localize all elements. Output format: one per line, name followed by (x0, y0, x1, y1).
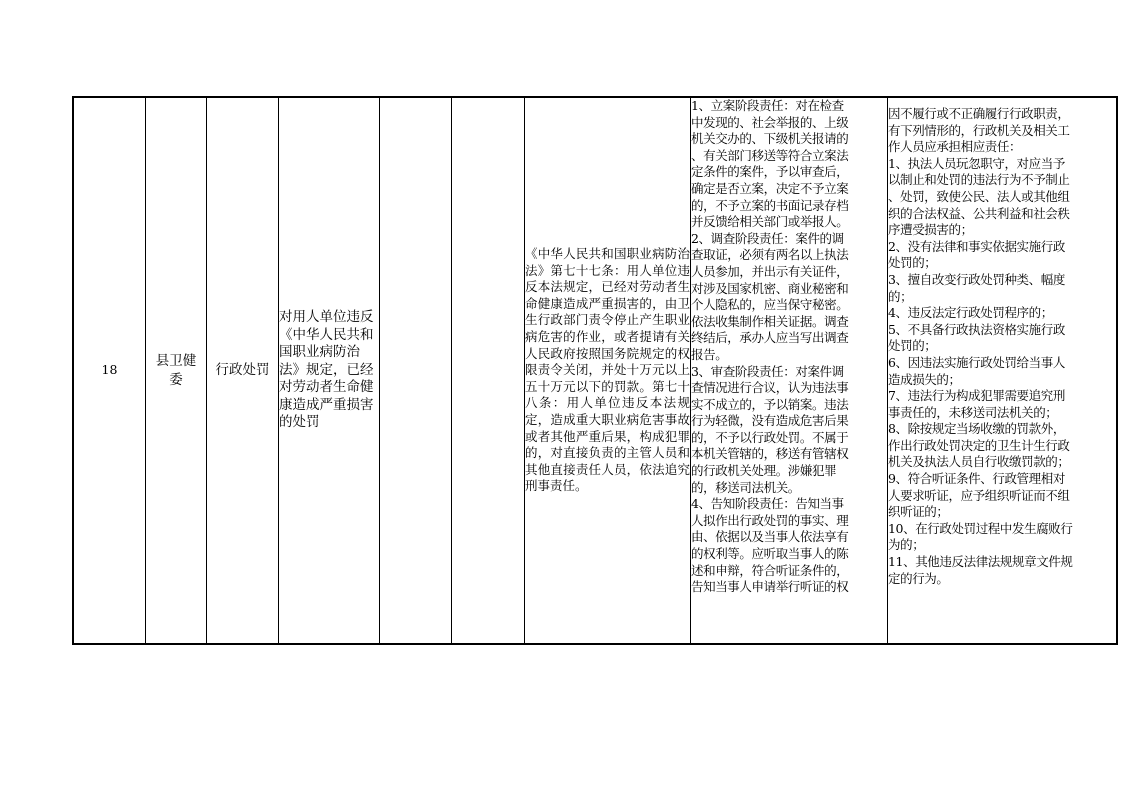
row-number: 18 (101, 362, 118, 378)
accountability-line: 事责任的，未移送司法机关的； (888, 404, 1058, 420)
category-cell (207, 97, 279, 644)
responsibility-line: 查取证，必须有两名以上执法 (691, 247, 849, 263)
responsibility-line: 中发现的、社会举报的、上级 (691, 114, 849, 130)
responsibility-line: 实不成立的，予以销案。违法 (691, 396, 849, 412)
responsibility-line: 依法收集制作相关证据。调查 (691, 313, 849, 329)
responsibility-line: 定条件的案件，予以审查后， (691, 164, 849, 180)
accountability-line: 2、没有法律和事实依据实施行政 (888, 238, 1065, 254)
responsibility-line: 对涉及国家机密、商业秘密和 (691, 280, 849, 296)
accountability-line: 10、在行政处罚过程中发生腐败行 (888, 520, 1073, 536)
responsibility-line: 、有关部门移送等符合立案法 (691, 147, 849, 163)
accountability-line: 、处罚，致使公民、法人或其他组 (888, 188, 1070, 204)
accountability-cell (888, 97, 1118, 644)
responsibility-line: 的行政机关处理。涉嫌犯罪 (691, 463, 837, 479)
department-name: 县卫健委 (155, 352, 197, 388)
accountability-line: 3、擅自改变行政处罚种类、幅度 (888, 271, 1065, 287)
responsibility-line: 终结后，承办人应当写出调查 (691, 330, 849, 346)
accountability-line: 有下列情形的，行政机关及相关工 (888, 122, 1070, 138)
responsibility-line: 个人隐私的，应当保守秘密。 (691, 297, 849, 313)
accountability-line: 处罚的； (888, 338, 937, 354)
responsibility-line: 由、依据以及当事人依法享有 (691, 529, 849, 545)
responsibility-line: 的权利等。应听取当事人的陈 (691, 546, 849, 562)
legal-basis-cell (525, 97, 691, 644)
legal-basis-text: 《中华人民共和国职业病防治法》第七十七条：用人单位违反本法规定，已经对劳动者生命健康造成严重损害的，由卫生行政部门责令停止产生职业病危害的作业，或者提请有关人民政府按照国务院规定的权限责令关闭，并处十万元以上五十万元以下的罚款。第七十八条：用人单位违反本法规定，造成重大职业病危害事故或者其他严重后果，构成犯罪的，对直接负责的主管人员和其他直接责任人员，依法追究刑事责任。 (525, 246, 690, 494)
accountability-line: 4、违反法定行政处罚程序的； (888, 305, 1053, 321)
accountability-line: 9、符合听证条件、行政管理相对 (888, 471, 1065, 487)
accountability-line: 定的行为。 (888, 570, 949, 586)
responsibility-line: 本机关管辖的，移送有管辖权 (691, 446, 849, 462)
accountability-line: 处罚的； (888, 255, 937, 271)
accountability-line: 6、因违法实施行政处罚给当事人 (888, 354, 1065, 370)
accountability-line: 机关及执法人员自行收缴罚款的； (888, 454, 1070, 470)
accountability-line: 7、违法行为构成犯罪需要追究刑 (888, 388, 1065, 404)
accountability-text (888, 98, 1116, 643)
responsibility-line: 人拟作出行政处罚的事实、理 (691, 512, 849, 528)
accountability-line: 织的合法权益、公共利益和社会秩 (888, 205, 1070, 221)
accountability-line: 造成损失的； (888, 371, 961, 387)
accountability-line: 为的； (888, 537, 925, 553)
responsibility-line: 机关交办的、下级机关报请的 (691, 131, 849, 147)
accountability-line: 11、其他违反法律法规规章文件规 (888, 554, 1073, 570)
power-category: 行政处罚 (215, 362, 270, 379)
responsibility-line: 1、立案阶段责任：对在检查 (691, 98, 844, 113)
responsibility-line: 的，不予以行政处罚。不属于 (691, 429, 849, 445)
responsibility-line: 的，不予立案的书面记录存档 (691, 197, 849, 213)
responsibility-line: 行为轻微，没有造成危害后果 (691, 413, 849, 429)
responsibility-cell (691, 97, 888, 644)
responsibility-line: 3、审查阶段责任：对案件调 (691, 363, 844, 379)
power-item-name: 对用人单位违反《中华人民共和国职业病防治法》规定，已经对劳动者生命健康造成严重损害的处罚 (279, 309, 374, 431)
responsibility-line: 4、告知阶段责任：告知当事 (691, 496, 844, 512)
accountability-line: 因不履行或不正确履行行政职责， (888, 106, 1070, 121)
accountability-line: 作出行政处罚决定的卫生计生行政 (888, 437, 1070, 453)
power-list-table (72, 96, 1118, 645)
accountability-line: 作人员应承担相应责任： (888, 139, 1022, 155)
accountability-line: 1、执法人员玩忽职守，对应当予 (888, 155, 1065, 171)
accountability-line: 序遭受损害的； (888, 222, 973, 238)
empty-cell-a (380, 97, 452, 644)
accountability-line: 5、不具备行政执法资格实施行政 (888, 321, 1065, 337)
responsibility-line: 人员参加，并出示有关证件， (691, 263, 849, 279)
responsibility-line: 述和申辩，符合听证条件的， (691, 562, 849, 578)
accountability-line: 8、除按规定当场收缴的罚款外， (888, 421, 1065, 437)
responsibility-line: 告知当事人申请举行听证的权 (691, 579, 849, 595)
department-cell (146, 97, 207, 644)
responsibility-line: 查情况进行合议，认为违法事 (691, 380, 849, 396)
responsibility-line: 2、调查阶段责任：案件的调 (691, 230, 844, 246)
item-name-cell (279, 97, 380, 644)
empty-cell-b (452, 97, 525, 644)
row-number-cell (73, 97, 146, 644)
responsibility-line: 报告。 (691, 346, 728, 362)
table-row (73, 97, 1117, 644)
accountability-line: 织听证的； (888, 504, 949, 520)
responsibility-line: 并反馈给相关部门或举报人。 (691, 214, 849, 230)
responsibility-text (691, 98, 887, 643)
responsibility-line: 确定是否立案，决定不予立案 (691, 180, 849, 196)
accountability-line: 的； (888, 288, 913, 304)
responsibility-line: 的，移送司法机关。 (691, 479, 800, 495)
accountability-line: 以制止和处罚的违法行为不予制止 (888, 172, 1070, 188)
accountability-line: 人要求听证，应予组织听证而不组 (888, 487, 1070, 503)
